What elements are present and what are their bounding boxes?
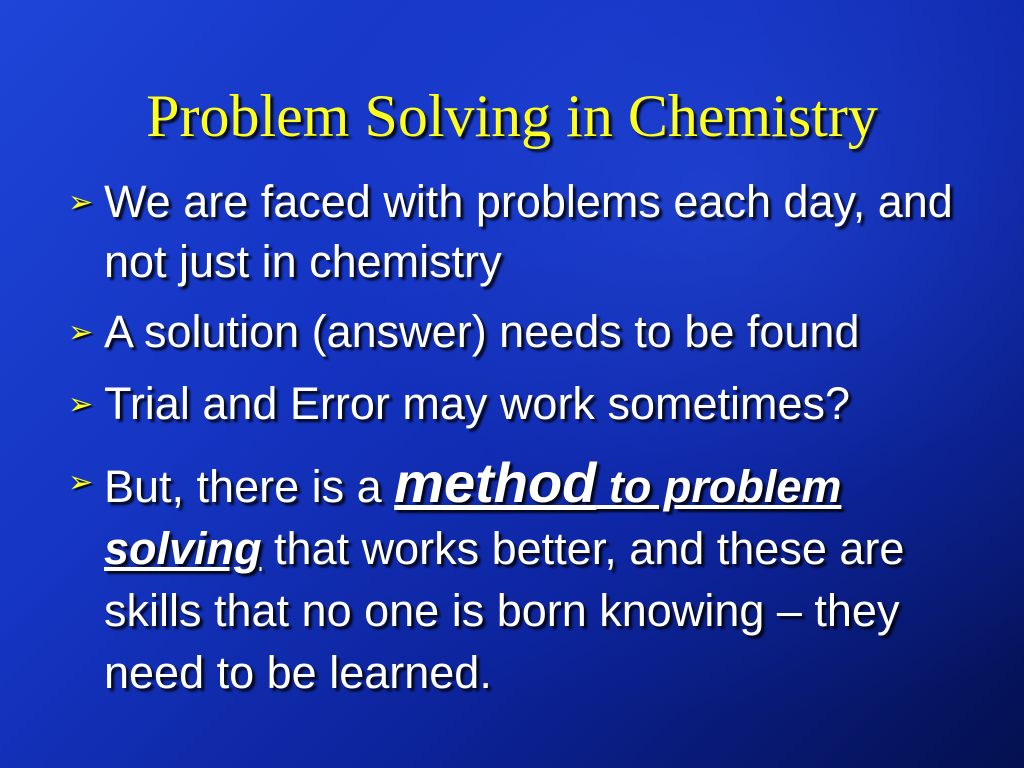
bullet-item — [68, 374, 988, 434]
arrow-bullet-icon: ➢ — [68, 466, 94, 499]
emphasis-method: method — [394, 451, 597, 514]
arrow-bullet-icon: ➢ — [68, 186, 94, 219]
emphasis-problem-solving: to problem solving — [104, 461, 842, 574]
bullet-list — [68, 172, 988, 704]
arrow-bullet-icon: ➢ — [68, 388, 94, 421]
bullet-text: We are faced with problems each day, and not just in chemistry — [104, 176, 953, 287]
bullet-item — [68, 172, 988, 292]
arrow-bullet-icon: ➢ — [68, 316, 94, 349]
slide-title: Problem Solving in Chemistry — [146, 83, 878, 149]
bullet-item — [68, 452, 988, 704]
bullet-item — [68, 302, 988, 362]
bullet-text: Trial and Error may work sometimes? — [104, 378, 851, 429]
bullet-text: A solution (answer) needs to be found — [104, 306, 860, 357]
bullet-text-intro: But, there is a — [104, 461, 395, 512]
bullet-text-rest: that works better, and these are skills that no one is born knowing – they need to be learned. — [104, 523, 905, 698]
